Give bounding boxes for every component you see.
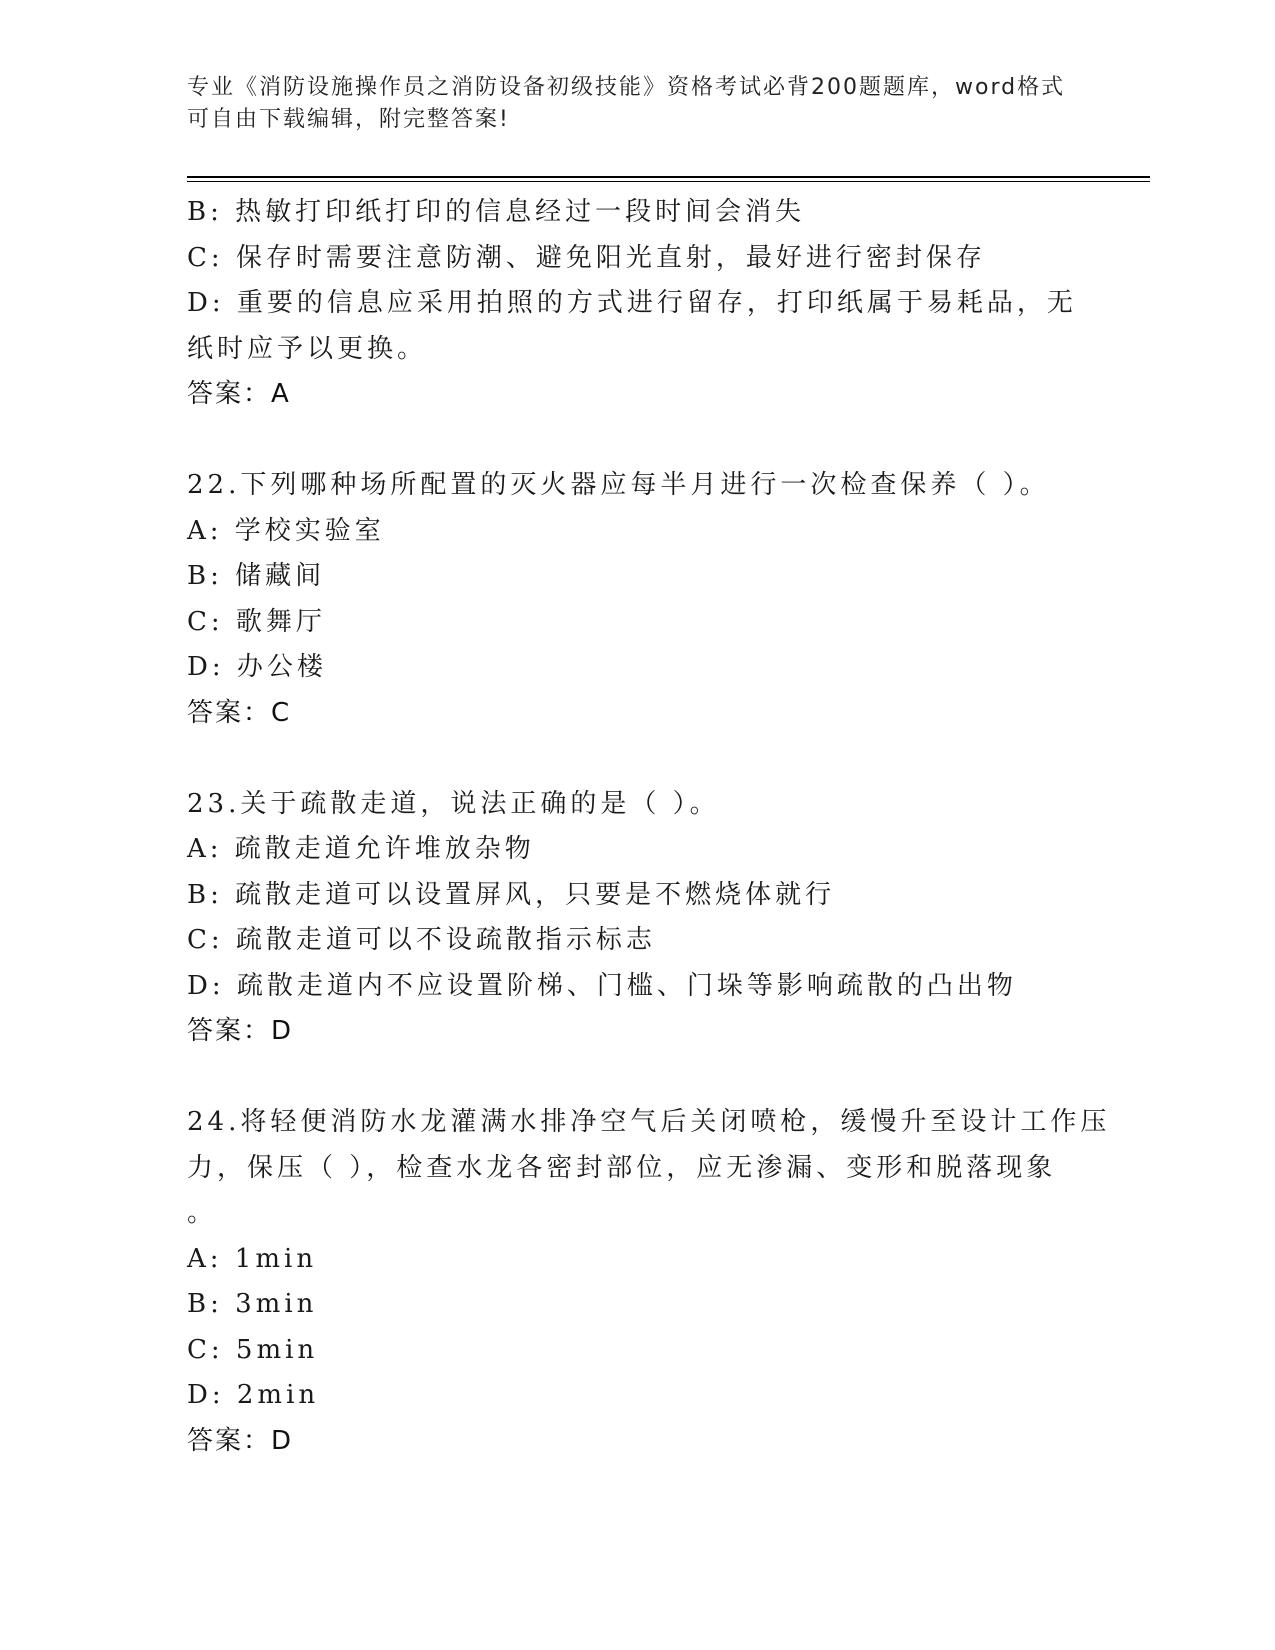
option-d: D: 办公楼 xyxy=(187,652,327,682)
option-a: A: 疏散走道允许堆放杂物 xyxy=(187,834,535,864)
question-stem-line-3: 。 xyxy=(187,1198,218,1228)
question-22 xyxy=(187,463,1087,736)
document-header: 专业《消防设施操作员之消防设备初级技能》资格考试必背200题题库，word格式可自由下载编辑，附完整答案! xyxy=(187,75,1066,132)
header-divider-thin xyxy=(187,181,1150,182)
option-b: B: 3min xyxy=(187,1289,318,1319)
question-content xyxy=(187,190,1111,1464)
question-21-continued xyxy=(187,190,1087,418)
question-23 xyxy=(187,782,1087,1055)
option-d: D: 疏散走道内不应设置阶梯、门槛、门垛等影响疏散的凸出物 xyxy=(187,970,1017,1001)
answer-line: 答案：D xyxy=(187,1425,294,1456)
option-b: B: 疏散走道可以设置屏风，只要是不燃烧体就行 xyxy=(187,879,836,910)
header-divider-thick xyxy=(187,176,1150,178)
option-c: C: 保存时需要注意防潮、避免阳光直射，最好进行密封保存 xyxy=(187,242,986,273)
option-d: D: 重要的信息应采用拍照的方式进行留存，打印纸属于易耗品，无纸时应予以更换。 xyxy=(187,288,1077,364)
question-24 xyxy=(187,1100,1111,1464)
spacer xyxy=(187,418,1087,464)
spacer xyxy=(187,1055,1087,1101)
spacer xyxy=(187,736,1087,782)
option-d: D: 2min xyxy=(187,1380,320,1410)
question-stem: 22.下列哪种场所配置的灭火器应每半月进行一次检查保养（ ）。 xyxy=(187,470,1050,500)
option-b: B: 储藏间 xyxy=(187,561,326,591)
option-b: B: 热敏打印纸打印的信息经过一段时间会消失 xyxy=(187,197,806,227)
question-stem-line-1: 24.将轻便消防水龙灌满水排净空气后关闭喷枪，缓慢升至设计工作压 xyxy=(187,1107,1111,1137)
option-c: C: 疏散走道可以不设疏散指示标志 xyxy=(187,925,656,955)
question-stem: 23.关于疏散走道，说法正确的是（ ）。 xyxy=(187,788,720,819)
option-c: C: 5min xyxy=(187,1334,319,1365)
answer-line: 答案：C xyxy=(187,697,292,728)
option-c: C: 歌舞厅 xyxy=(187,606,326,637)
option-a: A: 学校实验室 xyxy=(187,515,385,546)
option-a: A: 1min xyxy=(187,1243,318,1274)
question-stem-line-2: 力，保压（ ），检查水龙各密封部位，应无渗漏、变形和脱落现象 xyxy=(187,1152,1057,1183)
answer-line: 答案：A xyxy=(187,379,291,409)
answer-line: 答案：D xyxy=(187,1016,294,1046)
